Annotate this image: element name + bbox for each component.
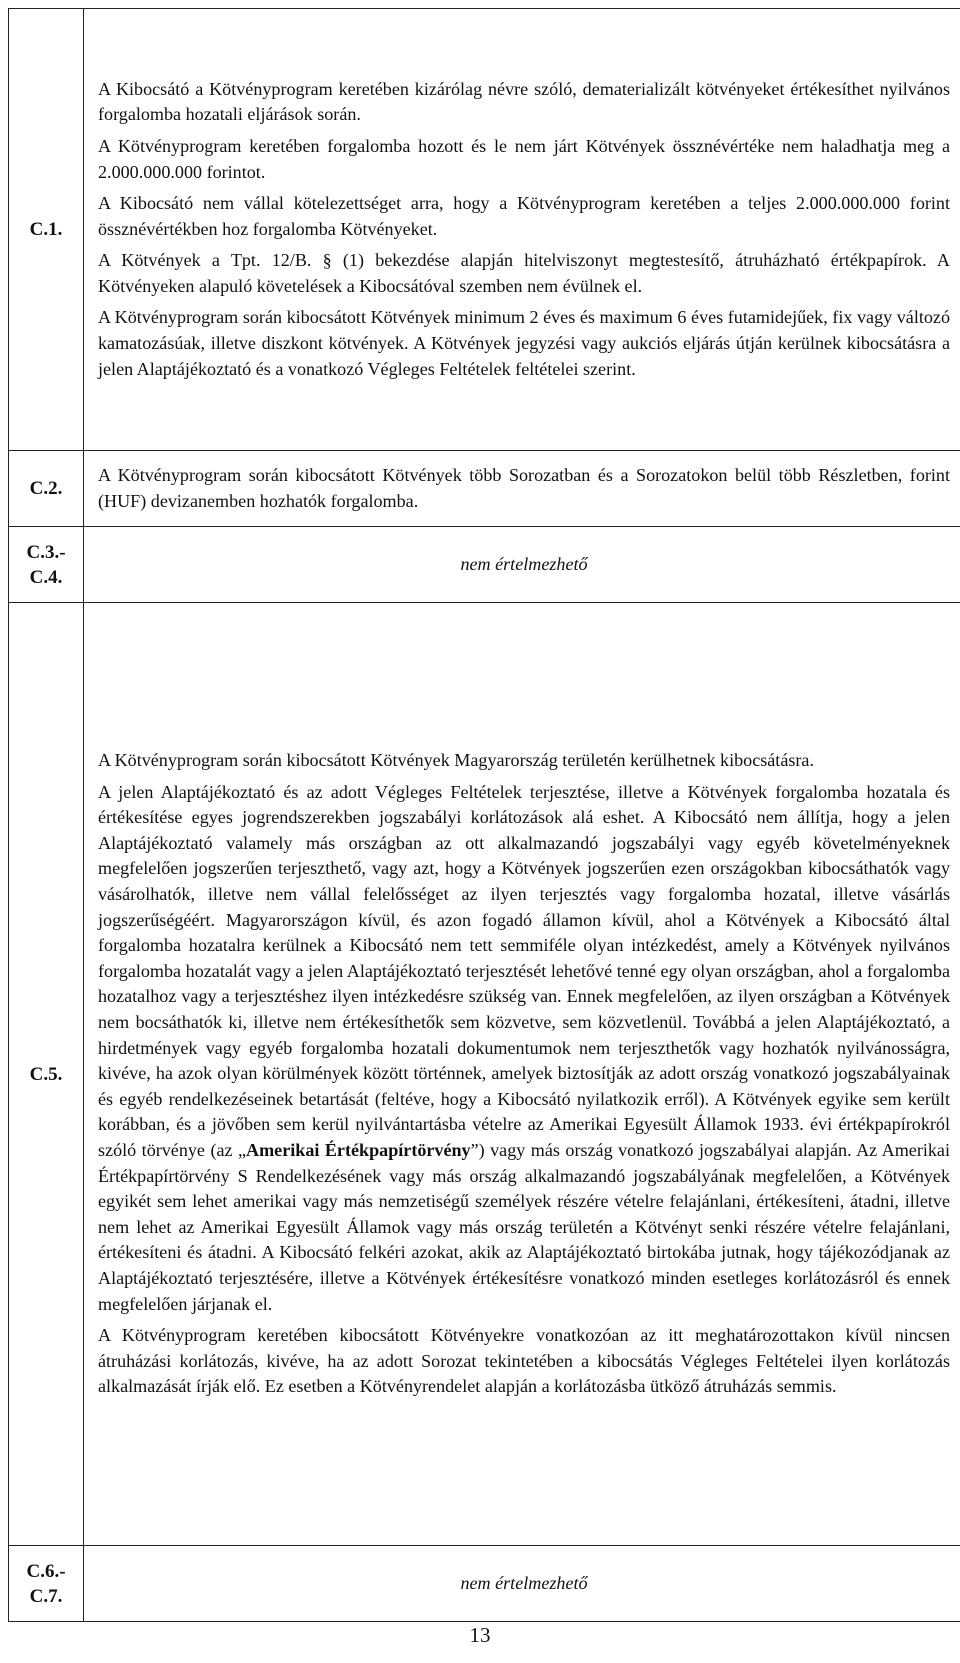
page-number: 13 [469,1623,491,1647]
table-row [9,9,960,451]
not-applicable-text: nem értelmezhető [460,1572,588,1593]
section-code: C.3.- [26,541,66,563]
section-code: C.2. [29,478,63,499]
paragraph: A Kötvényprogram során kibocsátott Kötvények minimum 2 éves és maximum 6 éves futamidejűek, fix vagy változó kamatozásúak, illetve diszkont kötvények. A Kötvények jegyzési vagy aukciós eljárás útján kerülnek kibocsátásra a jelen Alaptájékoztató és a vonatkozó Végleges Feltételek feltételei szerint. [98,307,950,379]
table-row [9,603,960,1546]
section-code-cell [9,9,84,451]
table-row [9,527,960,603]
defined-term: Amerikai Értékpapírtörvény [246,1139,471,1160]
paragraph: A Kötvényprogram során kibocsátott Kötvények több Sorozatban és a Sorozatokon belül több Részletben, forint (HUF) devizanemben hozhatók forgalomba. [98,464,950,511]
section-code-cell [9,527,84,603]
section-content-cell [84,1546,960,1622]
section-code: C.4. [29,566,63,588]
section-content-cell [84,451,960,527]
paragraph [98,780,950,1317]
section-code-cell [9,451,84,527]
paragraph-text: ”) vagy más ország vonatkozó jogszabályai alapján. Az Amerikai Értékpapírtörvény S Rendelkezésének vagy más ország alkalmazandó jogszabályának megfelelően, a Kötvények egyikét sem lehet amerikai vagy más nemzetiségű személyek részére vételre felajánlani, értékesíteni, átadni, illetve nem lehet az Amerikai Egyesült Államok vagy más ország területén a Kötvényt senki részére vételre felajánlani, értékesíteni és átadni. A Kibocsátó felkéri azokat, akik az Alaptájékoztató birtokába jutnak, hogy tájékozódjanak az Alaptájékoztató terjesztésére, illetve a Kötvények értékesítésre vonatkozó minden esetleges korlátozásról és ennek megfelelően járjanak el. [98,1139,950,1314]
section-content-cell [84,603,960,1546]
section-content-cell [84,9,960,451]
section-code-cell [9,603,84,1546]
section-code-cell [9,1546,84,1622]
table-row [9,451,960,527]
paragraph: A Kötvényprogram keretében kibocsátott Kötvényekre vonatkozóan az itt meghatározottakon kívül nincsen átruházási korlátozás, kivéve, ha az adott Sorozat tekintetében a kibocsátás Végleges Feltételei ilyen korlátozás alkalmazását írják elő. Ez esetben a Kötvényrendelet alapján a korlátozásba ütköző átruházás semmis. [98,1325,950,1397]
paragraph: A Kibocsátó nem vállal kötelezettséget arra, hogy a Kötvényprogram keretében a teljes 2.000.000.000 forint össznévértékben hoz forgalomba Kötvényeket. [98,193,950,239]
paragraph: A Kötvényprogram során kibocsátott Kötvények Magyarország területén kerülhetnek kibocsátásra. [98,750,814,771]
document-table [8,8,960,1622]
paragraph: A Kibocsátó a Kötvényprogram keretében kizárólag névre szóló, dematerializált kötvényeket értékesíthet nyilvános forgalomba hozatali eljárások során. [98,78,950,125]
section-code: C.6.- [26,1560,66,1582]
section-code: C.1. [29,219,63,240]
paragraph: A Kötvényprogram keretében forgalomba hozott és le nem járt Kötvények össznévértéke nem haladhatja meg a 2.000.000.000 forintot. [98,135,950,182]
section-code: C.7. [29,1585,63,1607]
paragraph-text: A jelen Alaptájékoztató és az adott Végleges Feltételek terjesztése, illetve a Kötvények forgalomba hozatala és értékesítése egyes jogrendszerekben jogszabályi korlátozások alá eshet. A Kibocsátó nem állítja, hogy a jelen Alaptájékoztató valamely más országban az ott alkalmazandó jogszabályi vagy egyéb követelményeknek megfelelően jogszerűen terjeszthető, vagy azt, hogy a Kötvények jogszerűen ezen országokban kibocsáthatók vagy vásárolhatók, illetve nem vállal felelősséget az ilyen terjesztés vagy forgalomba hozatal, illetve vásárlás jogszerűségéért. Magyarországon kívül, és azon fogadó államon kívül, ahol a Kötvények a Kibocsátó által forgalomba hozatalra kerülnek a Kibocsátó nem tett semmiféle olyan intézkedést, amely a Kötvények nyilvános forgalomba hozatalát vagy a jelen Alaptájékoztató terjesztését lehetővé tenné egy olyan országban, ahol a forgalomba hozatalhoz vagy a terjesztéshez ilyen intézkedésre szükség van. Ennek megfelelően, az ilyen országban a Kötvények nem bocsáthatók ki, illetve nem értékesíthetők sem közvetve, sem közvetlenül. Továbbá a jelen Alaptájékoztató, a hirdetmények vagy egyéb forgalomba hozatali dokumentumok nem terjeszthetők vagy hozhatók nyilvánosságra, kivéve, ha azok olyan körülmények között történnek, amelyek biztosítják az adott ország vonatkozó jogszabályainak és egyéb rendelkezéseinek betartását (feltéve, hogy a Kibocsátó nyilatkozik erről). A Kötvények egyike sem került korábban, és a jövőben sem kerül nyilvántartásba vételre az Amerikai Egyesült Államok 1933. évi értékpapírokról szóló törvénye (az „ [98,781,950,1160]
not-applicable-text: nem értelmezhető [460,553,588,574]
section-code: C.5. [29,1063,63,1085]
table-row [9,1546,960,1622]
section-content-cell [84,527,960,603]
paragraph: A Kötvények a Tpt. 12/B. § (1) bekezdése alapján hitelviszonyt megtestesítő, átruházható értékpapírok. A Kötvényeken alapuló követelések a Kibocsátóval szemben nem évülnek el. [98,250,950,296]
